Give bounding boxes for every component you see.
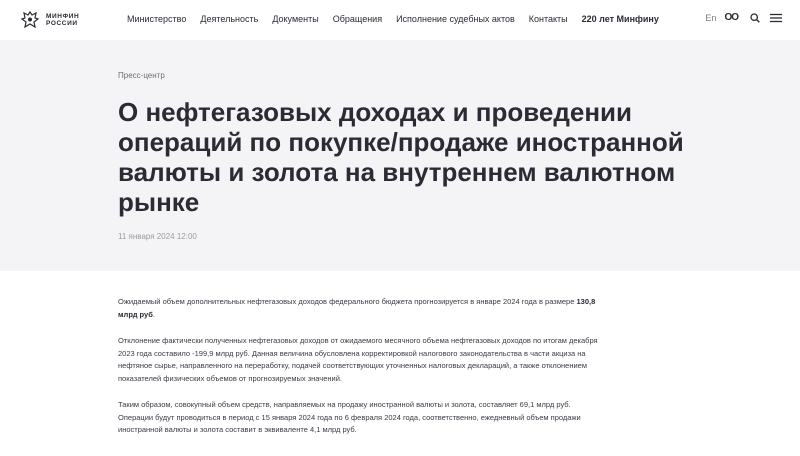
- logo-line-2: РОССИИ: [46, 20, 78, 27]
- nav-item-ministry[interactable]: Министерство: [127, 14, 187, 24]
- article-body: [118, 296, 598, 451]
- accessibility-toggle[interactable]: OO: [724, 12, 738, 23]
- breadcrumb[interactable]: Пресс-центр: [118, 71, 165, 80]
- logo-line-1: МИНФИН: [46, 12, 80, 20]
- language-switch[interactable]: En: [705, 12, 717, 23]
- nav-item-appeals[interactable]: Обращения: [332, 14, 383, 24]
- nav-item-activity[interactable]: Деятельность: [200, 14, 259, 24]
- menu-icon[interactable]: [770, 13, 782, 23]
- nav-item-anniversary[interactable]: 220 лет Минфину: [581, 14, 659, 24]
- site-logo[interactable]: [20, 10, 79, 30]
- logo-text: [46, 13, 79, 28]
- page-title: О нефтегазовых доходах и проведении операций по покупке/продаже иностранной валюты и золота на внутреннем валютном рынке: [118, 97, 684, 217]
- article-paragraph-2: Отклонение фактически полученных нефтегазовых доходов от ожидаемого месячного объема нефтегазовых доходов по итогам декабря 2023 года составило -199,9 млрд руб. Данная величина обусловлена корректировкой налогового законодательства в части акциза на нефтяное сырье, направленного на переработку, подачей соответствующих уточненных налоговых деклараций, а также отклонением показателей физических объемов от прогнозируемых значений.: [118, 336, 598, 383]
- nav-item-contacts[interactable]: Контакты: [528, 14, 568, 24]
- article-paragraph-3: Таким образом, совокупный объем средств, направляемых на продажу иностранной валюты и золота, составляет 69,1 млрд руб. Операции будут проводиться в период с 15 января 2024 года по 6 февраля 2024 года, соответственно, ежедневный объем продажи иностранной валюты и золота составит в эквиваленте 4,1 млрд руб.: [118, 400, 581, 434]
- site-header: [0, 0, 800, 40]
- nav-item-court-acts[interactable]: Исполнение судебных актов: [396, 14, 515, 24]
- publish-date: 11 января 2024 12:00: [118, 232, 197, 241]
- main-nav: [127, 14, 673, 24]
- p1-text: Ожидаемый объем дополнительных нефтегазовых доходов федерального бюджета прогнозируется в январе 2024 года в размере: [118, 297, 577, 306]
- search-icon[interactable]: [750, 13, 760, 23]
- article-hero: [0, 40, 800, 271]
- header-tools: [705, 12, 782, 23]
- nav-item-documents[interactable]: Документы: [272, 14, 319, 24]
- p1-amount: 130,8 млрд руб: [118, 297, 596, 319]
- p1-end: .: [152, 309, 155, 319]
- article-paragraph-1: [118, 296, 598, 321]
- eagle-emblem-icon: [20, 10, 40, 30]
